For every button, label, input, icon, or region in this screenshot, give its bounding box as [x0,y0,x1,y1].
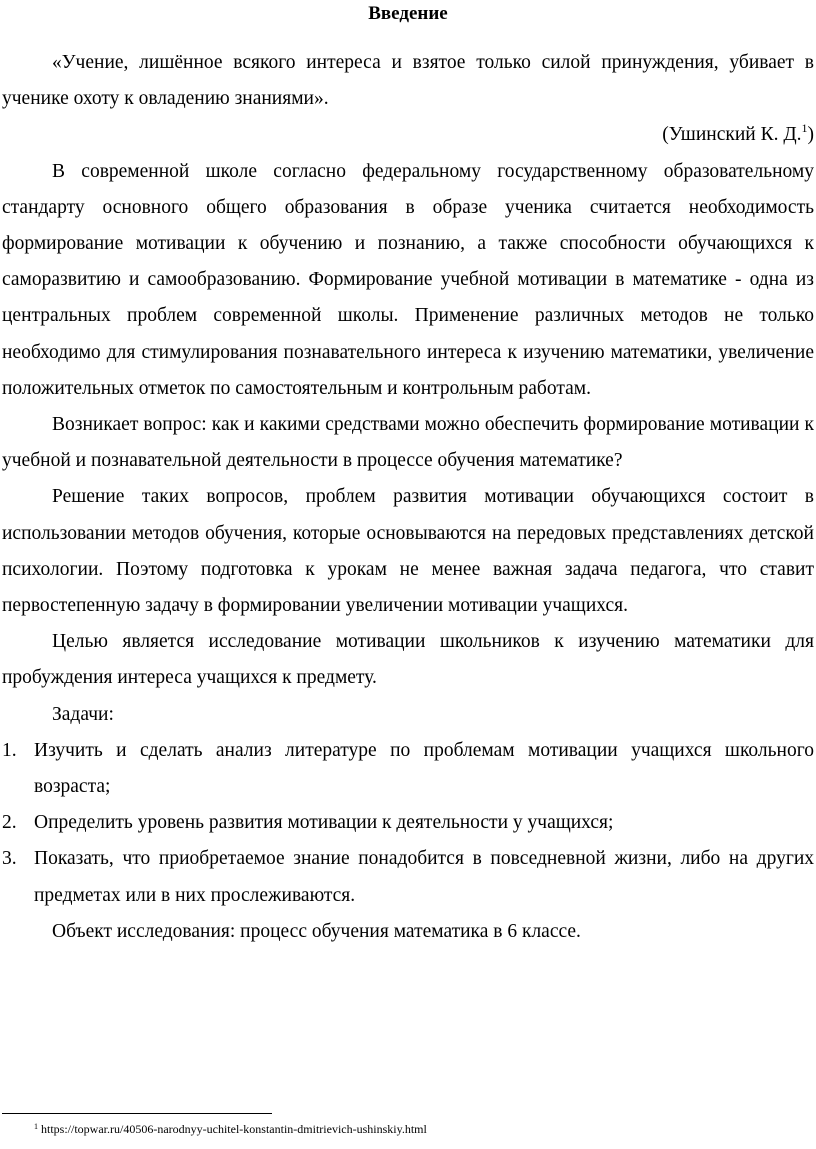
paragraph-motivation-standard: В современной школе согласно федеральному государственному образовательному стандарту основного общего образования в образе ученика считается необходимость формирование мотивации к обучению и познанию, а также способности обучающихся к саморазвитию и самообразованию. Формирование учебной мотивации в математике - одна из центральных проблем современной школы. Применение различных методов не только необходимо для стимулирования познавательного интереса к изучению математики, увеличение положительных отметок по самостоятельным и контрольным работам. [2,160,814,399]
footnote [34,1121,794,1137]
page-title: Введение [368,3,448,24]
epigraph-attribution [2,117,814,153]
list-item-text: Показать, что приобретаемое знание понадобится в повседневной жизни, либо на других предметах или в них прослеживаются. [34,848,814,906]
list-item [2,841,814,913]
list-item-number: 3. [2,848,17,870]
list-item-number: 2. [2,812,17,834]
list-item-text: Изучить и сделать анализ литературе по проблемам мотивации учащихся школьного возраста; [34,739,814,798]
list-item-number: 1. [2,739,17,761]
footnote-marker: 1 [34,1122,38,1131]
footnote-reference[interactable]: 1 [801,121,808,136]
footnote-link[interactable]: https://topwar.ru/40506-narodnyy-uchitel-konstantin-dmitrievich-ushinskiy.html [41,1122,427,1136]
paragraph-goal: Целью является исследование мотивации школьников к изучению математики для пробуждения интереса учащихся к предмету. [2,631,814,689]
epigraph-quote: «Учение, лишённое всякого интереса и взятое только силой принуждения, убивает в ученике охоту к овладению знаниями». [2,52,814,110]
tasks-list [2,733,814,914]
list-item [2,733,814,805]
list-item-text: Определить уровень развития мотивации к деятельности у учащихся; [34,812,614,834]
list-item [2,805,814,841]
paragraph-question: Возникает вопрос: как и какими средствами можно обеспечить формирование мотивации к учебной и познавательной деятельности в процессе обучения математике? [2,414,814,472]
body-text [2,45,814,950]
paragraph-solution: Решение таких вопросов, проблем развития мотивации обучающихся состоит в использовании методов обучения, которые основываются на передовых представлениях детской психологии. Поэтому подготовка к урокам не менее важная задача педагога, что ставит первостепенную задачу в формировании увеличении мотивации учащихся. [2,486,814,617]
object-statement: Объект исследования: процесс обучения математика в 6 классе. [52,920,581,942]
epigraph-author-close: ) [807,124,814,146]
footnote-divider [2,1113,272,1114]
epigraph-author: (Ушинский К. Д. [662,124,802,146]
tasks-heading: Задачи: [52,703,114,725]
